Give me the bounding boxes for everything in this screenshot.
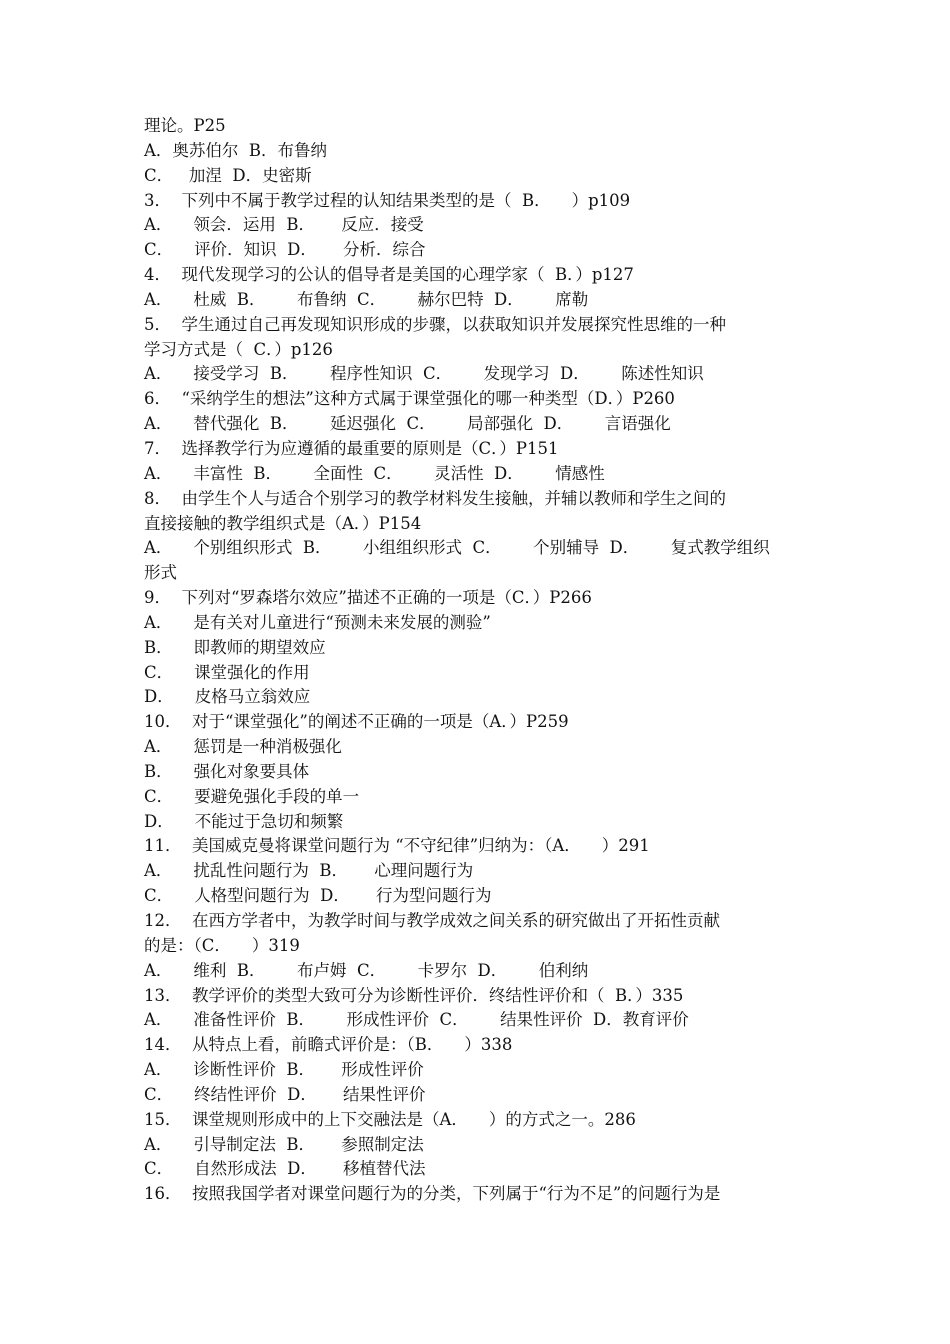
text-line: A． 替代强化 B． 延迟强化 C． 局部强化 D． 言语强化 bbox=[144, 414, 671, 434]
text-line: 4． 现代发现学习的公认的倡导者是美国的心理学家（ B．）p127 bbox=[144, 265, 634, 285]
text-line: C． 加涅 D．史密斯 bbox=[144, 165, 312, 185]
text-line: A． 诊断性评价 B． 形成性评价 bbox=[144, 1060, 424, 1080]
text-line: C． 人格型问题行为 D． 行为型问题行为 bbox=[144, 886, 492, 906]
text-line: 5． 学生通过自己再发现知识形成的步骤，以获取知识并发展探究性思维的一种 bbox=[144, 314, 726, 334]
text-line: C． 课堂强化的作用 bbox=[144, 662, 310, 682]
text-line: A． 惩罚是一种消极强化 bbox=[144, 737, 342, 757]
text-line: C． 要避免强化手段的单一 bbox=[144, 786, 360, 806]
text-line: A． 引导制定法 B． 参照制定法 bbox=[144, 1134, 424, 1154]
text-line: A． 是有关对儿童进行“预测未来发展的测验” bbox=[144, 612, 491, 632]
text-line: A． 接受学习 B． 程序性知识 C． 发现学习 D． 陈述性知识 bbox=[144, 364, 704, 384]
text-line: 15． 课堂规则形成中的上下交融法是（A． ）的方式之一。286 bbox=[144, 1109, 636, 1129]
text-line: B． 强化对象要具体 bbox=[144, 761, 310, 781]
text-line: D． 皮格马立翁效应 bbox=[144, 687, 311, 707]
text-line: 的是：（C． ）319 bbox=[144, 935, 300, 955]
text-line: 学习方式是（ C．）p126 bbox=[144, 339, 333, 359]
text-line: 10． 对于“课堂强化”的阐述不正确的一项是（A．）P259 bbox=[144, 712, 569, 732]
text-line: 12． 在西方学者中，为教学时间与教学成效之间关系的研究做出了开拓性贡献 bbox=[144, 911, 720, 930]
text-line: C． 自然形成法 D． 移植替代法 bbox=[144, 1159, 426, 1179]
text-line: 3． 下列中不属于教学过程的认知结果类型的是（ B． ）p109 bbox=[144, 190, 631, 210]
document-body bbox=[144, 114, 810, 1207]
text-line: 8． 由学生个人与适合个别学习的教学材料发生接触，并辅以教师和学生之间的 bbox=[144, 488, 726, 508]
text-line: A． 个别组织形式 B． 小组组织形式 C． 个别辅导 D． 复式教学组织 bbox=[144, 538, 770, 558]
text-line: A． 丰富性 B． 全面性 C． 灵活性 D． 情感性 bbox=[144, 463, 605, 483]
text-line: 11． 美国威克曼将课堂问题行为 “不守纪律”归纳为：（A． ）291 bbox=[144, 836, 650, 856]
text-line: C． 终结性评价 D． 结果性评价 bbox=[144, 1084, 426, 1104]
text-line: 直接接触的教学组织式是（A．）P154 bbox=[144, 513, 422, 533]
text-line: 14． 从特点上看，前瞻式评价是：（B． ）338 bbox=[144, 1035, 513, 1055]
text-line: A． 准备性评价 B． 形成性评价 C． 结果性评价 D．教育评价 bbox=[144, 1010, 689, 1030]
text-line: B． 即教师的期望效应 bbox=[144, 637, 326, 657]
text-line: A． 杜威 B． 布鲁纳 C． 赫尔巴特 D． 席勒 bbox=[144, 289, 589, 309]
text-line: A． 维利 B． 布卢姆 C． 卡罗尔 D． 伯利纳 bbox=[144, 960, 589, 980]
text-line: D． 不能过于急切和频繁 bbox=[144, 811, 344, 831]
text-line: 6． “采纳学生的想法”这种方式属于课堂强化的哪一种类型（D．）P260 bbox=[144, 389, 675, 409]
text-line: 形式 bbox=[144, 563, 177, 583]
text-line: 16． 按照我国学者对课堂问题行为的分类，下列属于“行为不足”的问题行为是 bbox=[144, 1184, 721, 1204]
text-line: A．奥苏伯尔 B．布鲁纳 bbox=[144, 140, 328, 160]
text-line: 理论。P25 bbox=[144, 116, 226, 135]
text-line: 9． 下列对“罗森塔尔效应”描述不正确的一项是（C．）P266 bbox=[144, 588, 592, 608]
text-line: C． 评价．知识 D． 分析．综合 bbox=[144, 240, 426, 260]
text-line: A． 领会．运用 B． 反应．接受 bbox=[144, 215, 424, 235]
text-line: 7． 选择教学行为应遵循的最重要的原则是（C．）P151 bbox=[144, 438, 559, 458]
text-line: A． 扰乱性问题行为 B． 心理问题行为 bbox=[144, 861, 474, 881]
text-line: 13． 教学评价的类型大致可分为诊断性评价．终结性评价和（ B．）335 bbox=[144, 985, 684, 1005]
